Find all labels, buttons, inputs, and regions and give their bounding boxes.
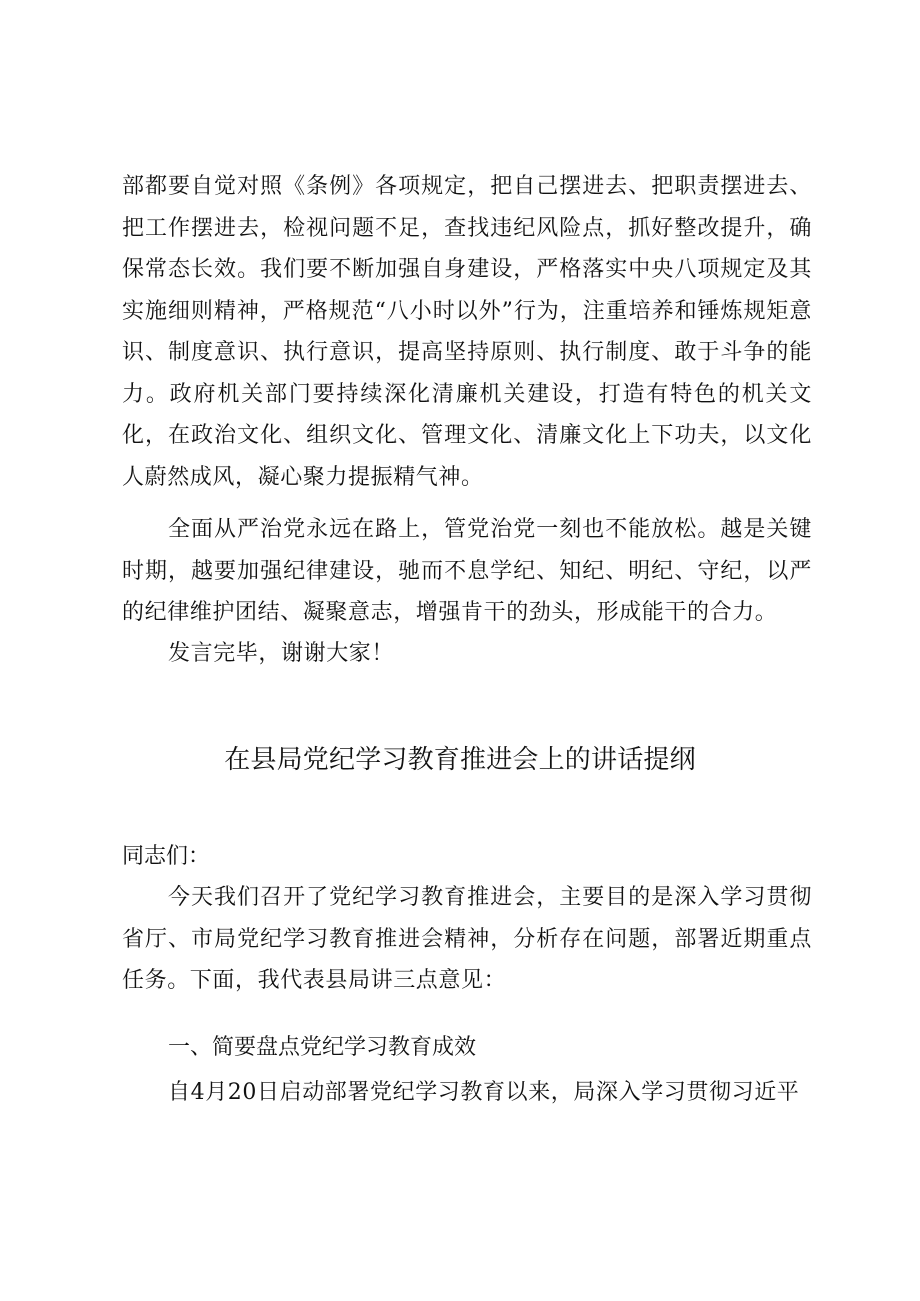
section-one-text: 自4月20日启动部署党纪学习教育以来，局深入学习贯彻习近平 [168,1080,800,1105]
section-heading-one: 一、简要盘点党纪学习教育成效 [168,1035,477,1060]
intro-paragraph: 今天我们召开了党纪学习教育推进会，主要目的是深入学习贯彻省厅、市局党纪学习教育推进会精神，分析存在问题，部署近期重点任务。下面，我代表县局讲三点意见： [122,885,812,993]
closing-remark: 发言完毕，谢谢大家！ [168,641,395,666]
speech-title: 在县局党纪学习教育推进会上的讲话提纲 [224,745,696,775]
body-paragraph-strict-discipline: 全面从严治党永远在路上，管党治党一刻也不能放松。越是关键时期，越要加强纪律建设，驰而不息学纪、知纪、明纪、守纪，以严的纪律维护团结、凝聚意志，增强肯干的劲头，形成能干的合力。 [122,517,812,625]
body-paragraph-continued: 部都要自觉对照《条例》各项规定，把自己摆进去、把职责摆进去、把工作摆进去，检视问题不足，查找违纪风险点，抓好整改提升，确保常态长效。我们要不断加强自身建设，严格落实中央八项规定及其实施细则精神，严格规范“八小时以外”行为，注重培养和锤炼规矩意识、制度意识、执行意识，提高坚持原则、执行制度、敢于斗争的能力。政府机关部门要持续深化清廉机关建设，打造有特色的机关文化，在政治文化、组织文化、管理文化、清廉文化上下功夫，以文化人蔚然成风，凝心聚力提振精气神。 [122,174,812,490]
salutation: 同志们： [122,844,211,869]
